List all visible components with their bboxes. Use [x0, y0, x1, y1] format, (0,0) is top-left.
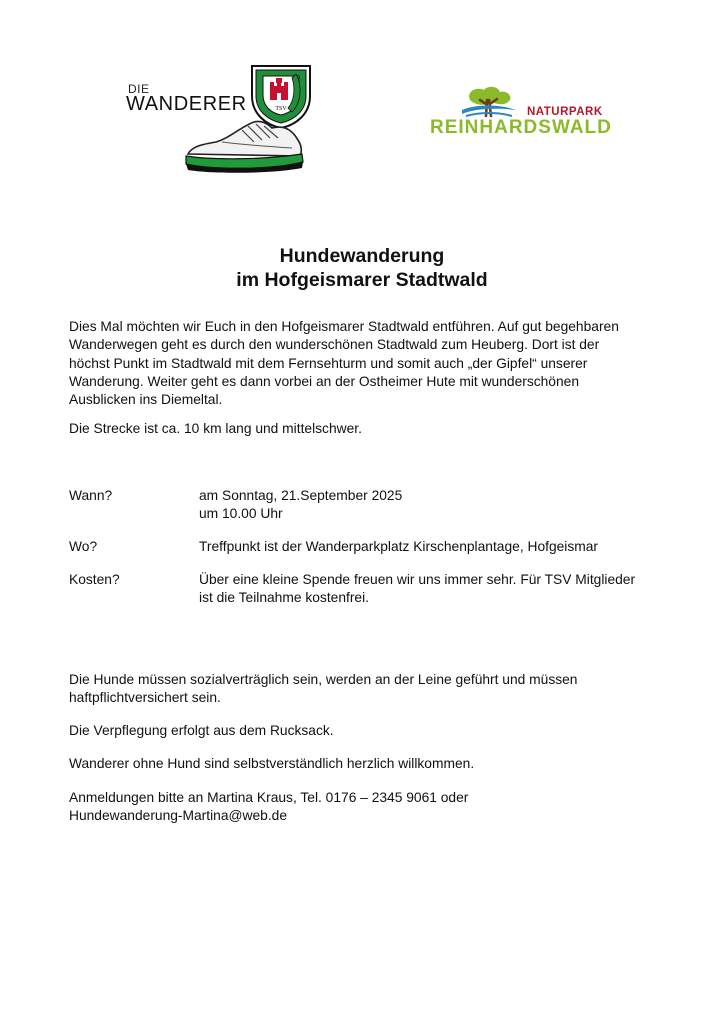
route-info: Die Strecke ist ca. 10 km lang und mittelschwer. [69, 421, 362, 436]
dogs-note-line2: haftpflichtversichert sein. [69, 690, 221, 705]
intro-paragraph [69, 318, 669, 409]
when-label: Wann? [69, 488, 113, 503]
intro-line: Ausblicken ins Diemeltal. [69, 392, 223, 408]
intro-line: Wanderwegen geht es durch den wunderschönen Stadtwald zum Heuberg. Dort ist der [69, 337, 600, 353]
when-time: um 10.00 Uhr [199, 506, 283, 521]
page-title: Hundewanderung [279, 245, 445, 267]
naturpark-label: NATURPARK [527, 106, 603, 118]
cost-label: Kosten? [69, 572, 120, 587]
where-value: Treffpunkt ist der Wanderparkplatz Kirschenplantage, Hofgeismar [199, 539, 599, 554]
intro-line: Wanderung. Weiter geht es dann vorbei an der Ostheimer Hute mit wunderschönen [69, 373, 579, 389]
signup-email: Hundewanderung-Martina@web.de [69, 808, 288, 823]
intro-line: höchst Punkt im Stadtwald mit dem Fernsehturm und somit auch „der Gipfel“ unserer [69, 355, 588, 371]
dogs-note-line1: Die Hunde müssen sozialverträglich sein, werden an der Leine geführt und müssen [69, 672, 578, 687]
cost-value-line2: ist die Teilnahme kostenfrei. [199, 590, 369, 605]
crest-tsv-text: TSV [275, 106, 287, 112]
intro-line: Dies Mal möchten wir Euch in den Hofgeismarer Stadtwald entführen. Auf gut begehbaren [69, 319, 619, 334]
when-date: am Sonntag, 21.September 2025 [199, 488, 403, 503]
cost-value-line1: Über eine kleine Spende freuen wir uns immer sehr. Für TSV Mitglieder [199, 572, 636, 587]
naturpark-reinhardswald-logo [430, 84, 650, 140]
logo-wanderer-text: WANDERER [126, 93, 247, 115]
food-note: Die Verpflegung erfolgt aus dem Rucksack. [69, 723, 334, 738]
naturpark-tree-icon [460, 86, 518, 120]
signup-note-line1: Anmeldungen bitte an Martina Kraus, Tel. 0176 – 2345 9061 oder [69, 790, 469, 805]
hiking-shoe-icon [182, 116, 306, 174]
reinhardswald-label: REINHARDSWALD [430, 117, 612, 138]
welcome-note: Wanderer ohne Hund sind selbstverständlich herzlich willkommen. [69, 756, 475, 771]
logo-prefix-text: DIE [128, 82, 150, 96]
page-subtitle: im Hofgeismarer Stadtwald [236, 269, 488, 291]
where-label: Wo? [69, 539, 98, 554]
die-wanderer-logo [126, 62, 326, 174]
